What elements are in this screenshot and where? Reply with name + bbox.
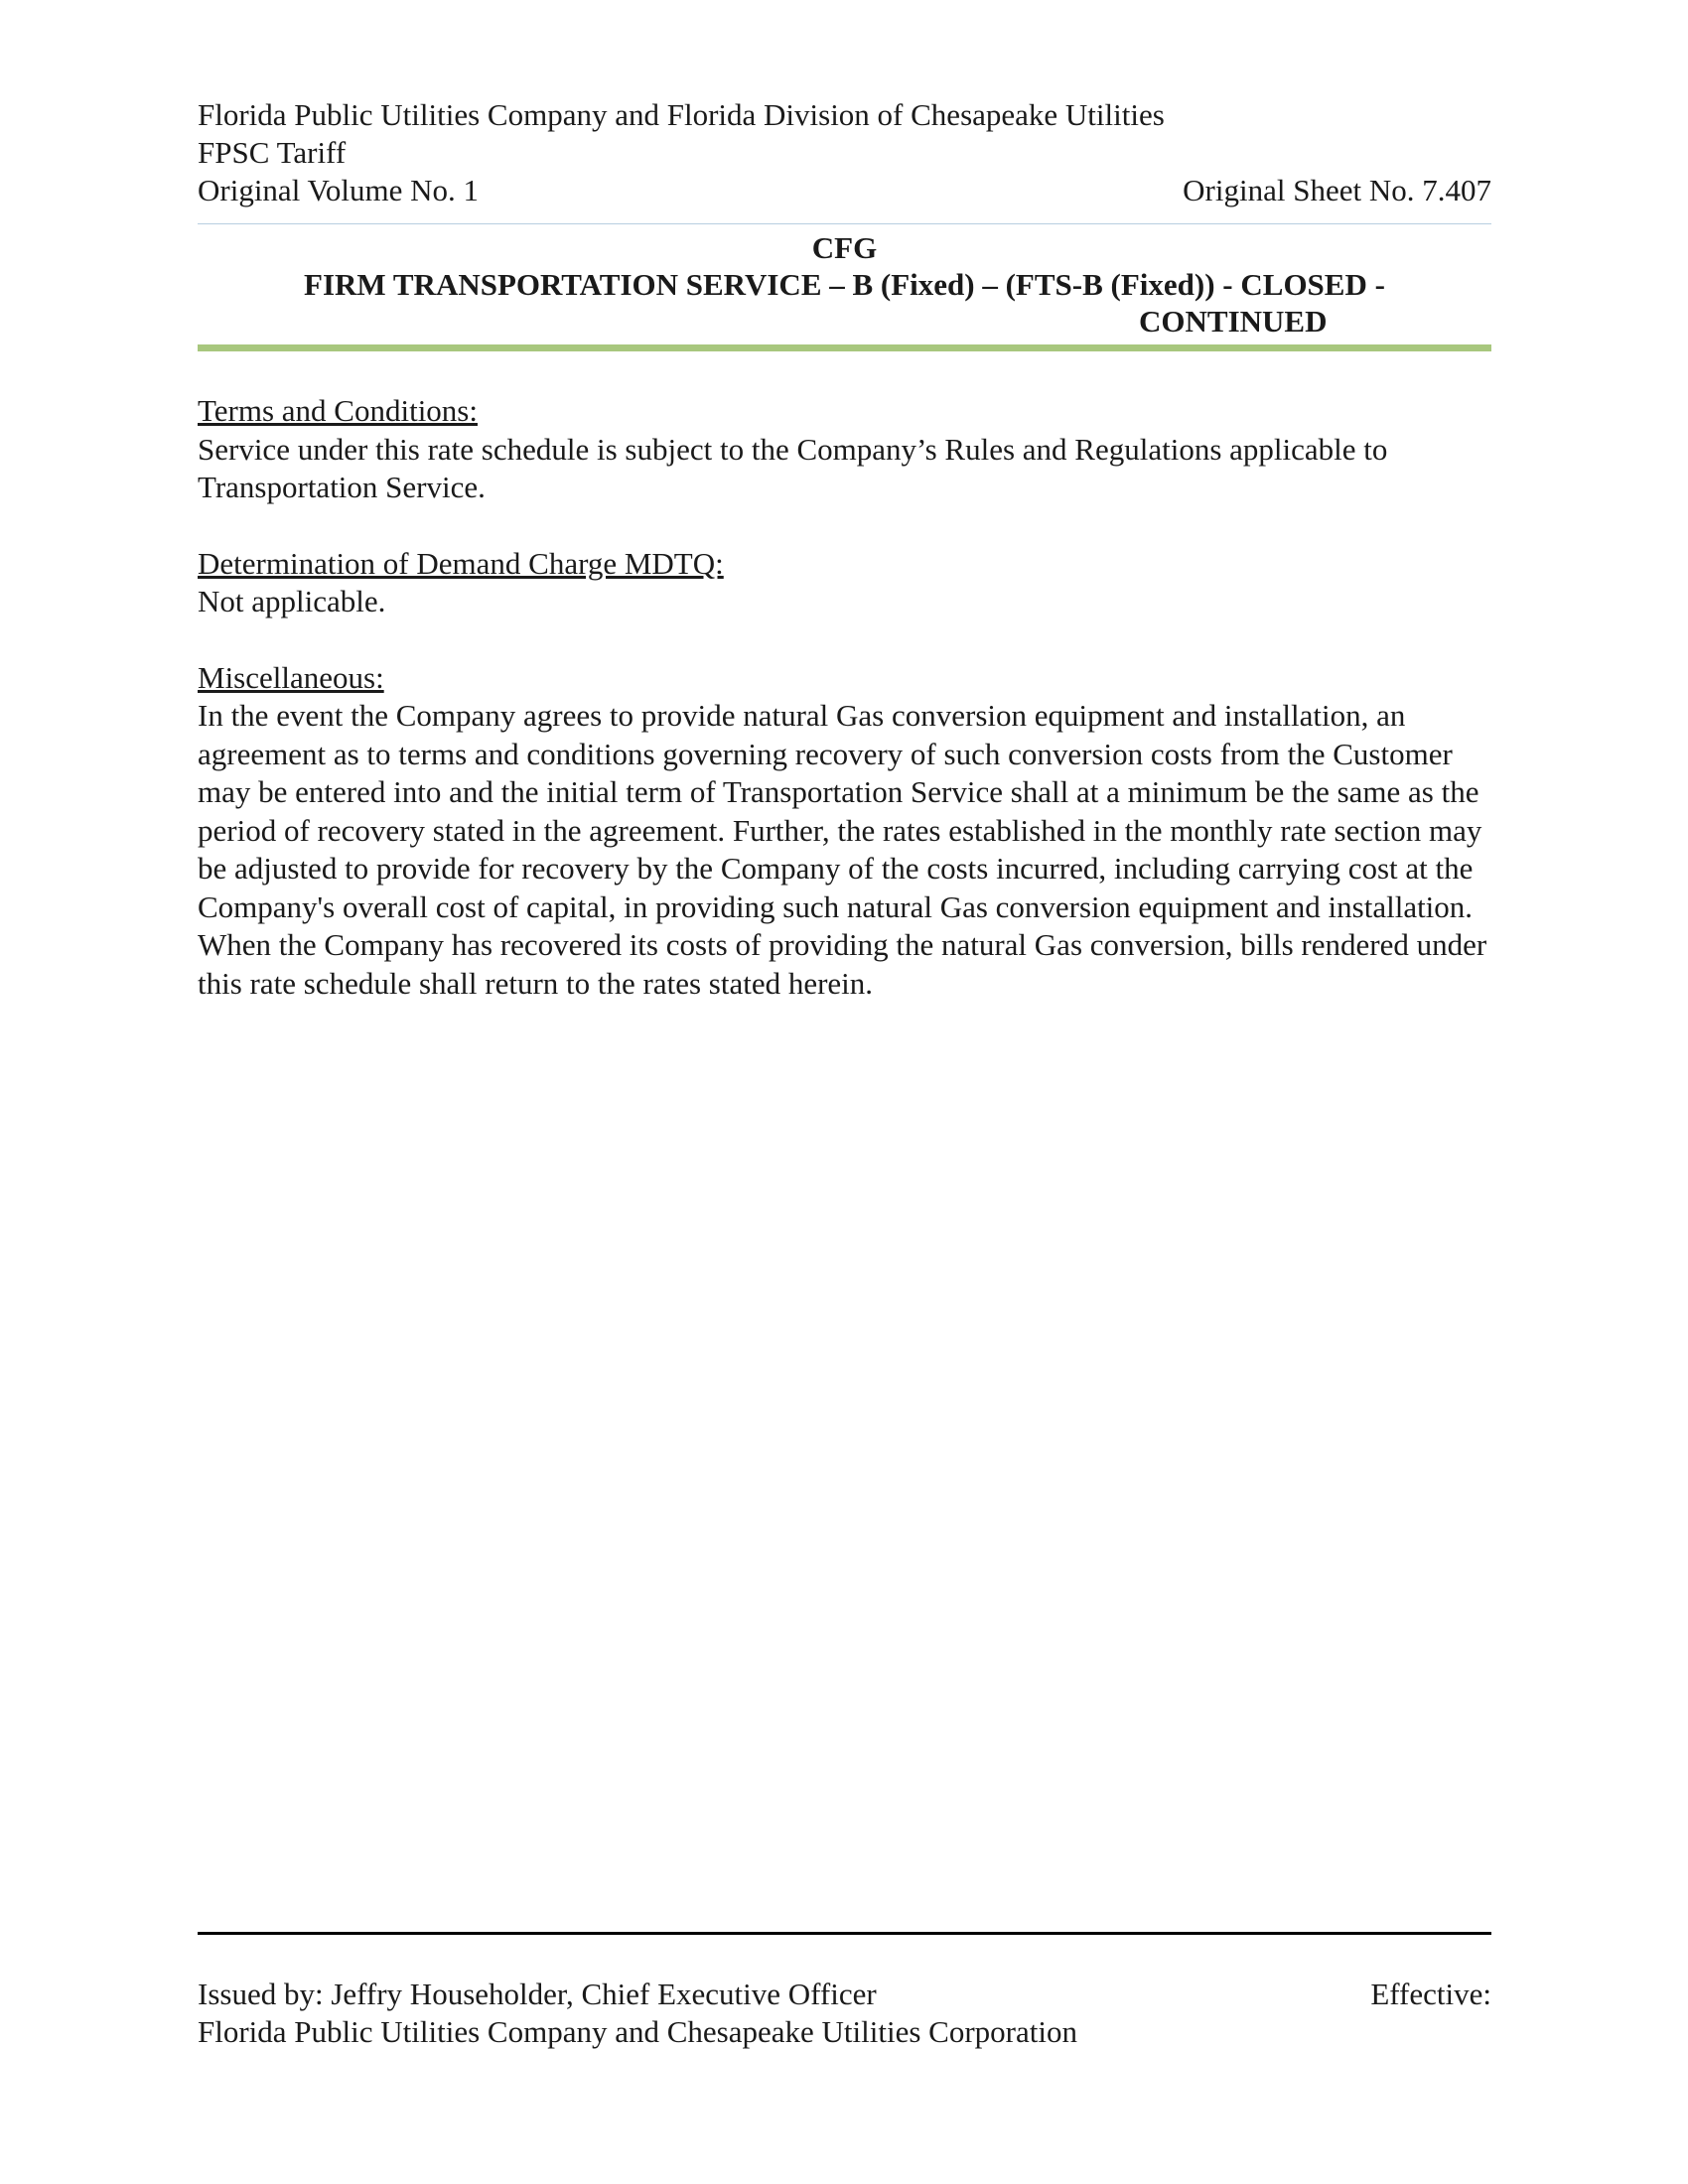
section-heading: Terms and Conditions: — [198, 393, 478, 428]
section-text: Not applicable. — [198, 584, 386, 618]
effective-label: Effective: — [1370, 1977, 1491, 2011]
volume-label: Original Volume No. 1 — [198, 173, 480, 207]
sheet-number: Original Sheet No. 7.407 — [1183, 173, 1491, 207]
footer-divider — [198, 1932, 1491, 1935]
title-line-1: CFG — [811, 230, 878, 265]
schedule-title — [198, 229, 1491, 340]
section-demand-charge — [198, 545, 1491, 621]
document-body — [198, 392, 1491, 1040]
section-terms-and-conditions — [198, 392, 1491, 507]
title-divider — [198, 344, 1491, 351]
section-text: Service under this rate schedule is subject to the Company’s Rules and Regulations applicable to Transportation Service. — [198, 431, 1388, 504]
page-header — [198, 96, 1491, 209]
title-line-3: CONTINUED — [1139, 304, 1328, 339]
section-heading: Miscellaneous: — [198, 659, 384, 695]
footer-company: Florida Public Utilities Company and Chesapeake Utilities Corporation — [198, 2014, 1077, 2049]
header-divider — [198, 223, 1491, 224]
section-heading: Determination of Demand Charge MDTQ: — [198, 545, 724, 581]
issued-row — [198, 1976, 1491, 2013]
company-line: Florida Public Utilities Company and Florida Division of Chesapeake Utilities — [198, 97, 1165, 132]
issued-by: Issued by: Jeffry Householder, Chief Executive Officer — [198, 1977, 877, 2011]
section-miscellaneous — [198, 659, 1491, 1004]
section-text: In the event the Company agrees to provide natural Gas conversion equipment and installation, an agreement as to terms and conditions governing recovery of such conversion costs from the Customer may be entered into and the initial term of Transportation Service shall at a minimum be the same as the period of recovery stated in the agreement. Further, the rates established in the monthly rate section may be adjusted to provide for recovery by the Company of the costs incurred, including carrying cost at the Company's overall cost of capital, in providing such natural Gas conversion equipment and installation. When the Company has recovered its costs of providing the natural Gas conversion, bills rendered under this rate schedule shall return to the rates stated herein. — [198, 698, 1487, 1001]
title-line-2: FIRM TRANSPORTATION SERVICE – B (Fixed) – (FTS-B (Fixed)) - CLOSED - — [304, 267, 1385, 302]
volume-sheet-row — [198, 172, 1491, 209]
page-footer — [198, 1976, 1491, 2051]
tariff-line: FPSC Tariff — [198, 135, 347, 170]
